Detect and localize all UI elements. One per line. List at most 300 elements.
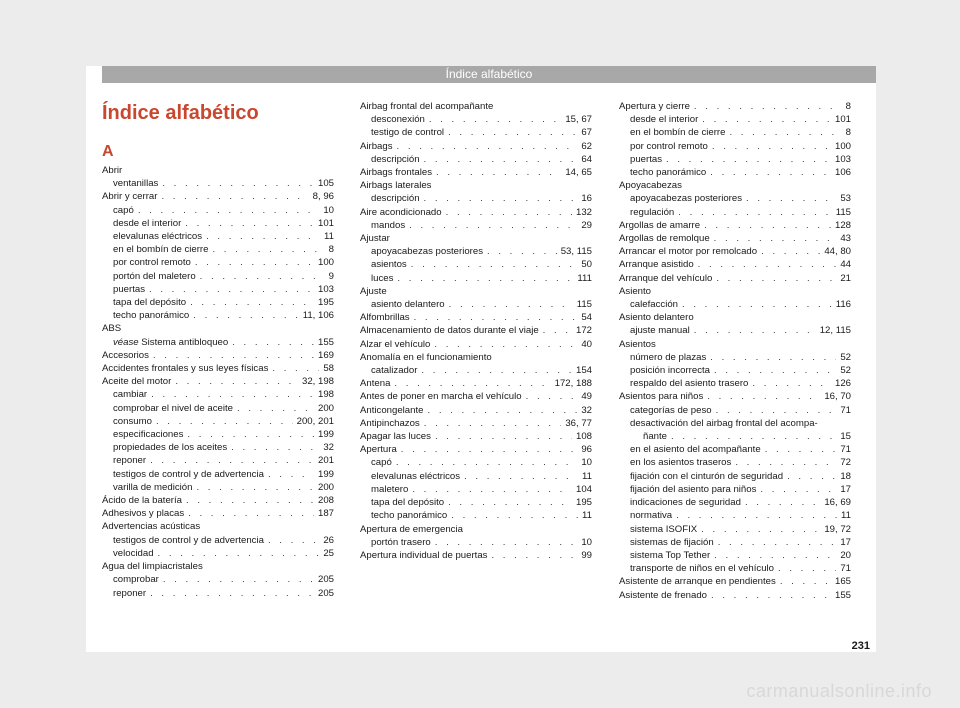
index-entry-pages: 155 [317,336,334,348]
index-entry-pages: 155 [834,589,851,601]
index-entry-label [630,509,672,522]
index-entry [619,523,851,536]
index-entry-text: Asientos [619,338,656,350]
index-entry [102,256,334,269]
index-entry-text: techo panorámico [630,167,707,179]
dot-leader [666,153,831,166]
index-entry-label [371,536,431,549]
index-entry-text: Ajuste [360,285,387,297]
index-entry [360,232,592,245]
page-title: Índice alfabético [102,102,259,124]
dot-leader [435,430,572,443]
index-entry [619,192,851,205]
index-entry-text: en el asiento del acompañante [630,444,761,456]
index-entry-label [630,166,706,179]
index-entry-label [113,441,227,454]
index-entry [360,523,592,536]
index-entry [360,470,592,483]
dot-leader [190,296,314,309]
index-entry-text: comprobar el nivel de aceite [113,402,233,414]
index-entry [102,587,334,600]
dot-leader [464,470,578,483]
index-entry-text: categorías de peso [630,404,712,416]
index-entry-label [619,219,700,232]
index-entry-label [619,272,712,285]
index-entry-pages: 201 [317,455,334,467]
dot-leader [188,507,314,520]
index-entry-label [630,456,731,469]
index-entry-label [371,113,425,126]
index-entry-label [360,549,487,562]
index-entry-label [113,547,154,560]
dot-leader [451,509,578,522]
index-entry-pages: 100 [317,257,334,269]
index-entry-text: portón del maletero [113,270,196,282]
index-entry-text: ñante [643,431,668,443]
dot-leader [671,430,836,443]
index-entry-label [371,126,444,139]
index-entry-pages: 32, 198 [301,376,334,388]
index-entry-text: Apagar las luces [360,431,431,443]
index-entry-text: capó [371,457,392,469]
index-entry-text: Antes de poner en marcha el vehículo [360,391,522,403]
dot-leader [434,338,577,351]
index-entry-text: desde el interior [113,217,182,229]
index-entry [102,375,334,388]
index-entry-label [102,190,157,203]
index-entry-text: reponer [113,455,147,467]
index-entry-label [371,456,392,469]
index-entry-pages: 9 [328,270,334,282]
index-entry-pages: 15 [840,431,851,443]
index-entry-label [630,324,690,337]
index-entry-label [102,164,122,177]
index-entry-text: asientos [371,259,407,271]
index-entry-text: Asiento delantero [619,312,694,324]
index-entry [619,351,851,364]
index-entry-pages: 101 [834,114,851,126]
dot-leader [448,496,572,509]
index-entry-text: comprobar [113,574,159,586]
index-entry-pages: 16, 70 [824,391,851,403]
index-entry-label [113,415,152,428]
index-entry [619,509,851,522]
index-entry [360,153,592,166]
index-entry-text: Airbags laterales [360,180,432,192]
dot-leader [186,494,314,507]
index-entry-text: Anomalía en el funcionamiento [360,351,492,363]
dot-leader [397,272,573,285]
index-entry-text: regulación [630,206,675,218]
index-entry-pages: 62 [581,140,592,152]
index-entry [619,417,851,430]
index-entry [619,430,851,443]
index-entry [102,454,334,467]
index-entry-text: desde el interior [630,114,699,126]
index-entry-pages: 32 [581,404,592,416]
index-entry [360,404,592,417]
index-entry-text: Asiento [619,285,651,297]
index-entry [360,483,592,496]
index-entry-label [360,430,431,443]
index-entry-label [113,468,264,481]
index-entry-label [371,509,447,522]
dot-leader [212,243,324,256]
index-entry [102,468,334,481]
index-entry-label [113,388,147,401]
index-entry-label [113,296,186,309]
index-entry-label [371,153,420,166]
index-entry-label [113,402,233,415]
index-entry-text: elevalunas eléctricos [371,470,461,482]
index-entry-label [113,573,159,586]
index-entry-label [630,364,710,377]
dot-leader [701,523,820,536]
index-entry-label [619,575,776,588]
index-entry [360,192,592,205]
index-entry-text: Accidentes frontales y sus leyes físicas [102,363,269,375]
index-entry [360,509,592,522]
dot-leader [232,336,314,349]
index-entry-pages: 106 [834,167,851,179]
index-entry-pages: 96 [581,444,592,456]
index-entry-text: tapa del depósito [371,497,445,509]
index-entry-pages: 26 [323,534,334,546]
dot-leader [714,549,836,562]
index-entry [102,507,334,520]
index-entry-label [630,377,748,390]
index-entry [102,270,334,283]
index-entry-pages: 19, 72 [824,523,851,535]
index-entry-text: catalizador [371,365,418,377]
running-header: Índice alfabético [102,66,876,83]
dot-leader [161,190,308,203]
dot-leader [421,364,572,377]
index-entry-pages: 52 [840,365,851,377]
index-entry-text: maletero [371,483,409,495]
index-entry-label [360,232,390,245]
index-entry-label [371,364,417,377]
index-entry-pages: 64 [581,153,592,165]
index-entry [619,140,851,153]
index-entry-text: Antipinchazos [360,417,420,429]
index-entry-text: elevalunas eléctricos [113,231,203,243]
index-entry-label [619,285,651,298]
index-entry [619,549,851,562]
index-entry-label [643,430,667,443]
dot-leader [268,468,314,481]
index-entry-text: techo panorámico [371,510,448,522]
index-entry-pages: 103 [834,153,851,165]
index-entry-pages: 20 [840,549,851,561]
index-entry-pages: 200 [317,481,334,493]
index-entry-text: puertas [630,153,662,165]
index-entry-text: Aceite del motor [102,376,172,388]
index-entry-label [360,285,387,298]
index-entry-pages: 11 [582,470,592,482]
index-entry-pages: 105 [317,178,334,190]
dot-leader [676,509,837,522]
index-entry-text: Alfombrillas [360,312,410,324]
index-entry-label [102,494,182,507]
index-entry-text: por control remoto [113,257,191,269]
index-entry-text: Ácido de la batería [102,495,183,507]
index-entry-text: Apertura y cierre [619,101,690,112]
index-entry [360,100,592,113]
dot-leader [711,589,831,602]
index-entry-label [113,336,228,349]
dot-leader [712,140,831,153]
index-entry-pages: 200, 201 [296,415,334,427]
index-entry [619,443,851,456]
index-column-1 [102,142,334,600]
index-entry-label [630,113,698,126]
index-entry-text: Adhesivos y placas [102,508,185,520]
index-entry [360,351,592,364]
index-entry-pages: 53, 115 [560,246,592,258]
index-entry-pages: 16 [581,193,592,205]
index-entry [102,362,334,375]
index-entry-text: Airbags [360,140,393,152]
index-entry-label [630,351,706,364]
index-entry-pages: 10 [581,536,592,548]
index-entry [619,456,851,469]
index-entry-label [113,309,189,322]
index-entry [102,520,334,533]
index-entry-label [630,140,708,153]
index-entry-pages: 43 [840,233,851,245]
index-entry-label [113,481,192,494]
index-entry [102,177,334,190]
index-entry [619,575,851,588]
dot-leader [735,456,836,469]
index-entry-text: desactivación del airbag frontal del acompa- [630,417,818,429]
index-entry-text: velocidad [113,547,154,559]
index-entry-pages: 198 [317,389,334,401]
index-entry [619,153,851,166]
dot-leader [487,245,557,258]
dot-leader [424,417,562,430]
index-entry-label [371,470,460,483]
index-entry-text: Abrir [102,165,123,176]
index-entry-pages: 8, 96 [312,191,334,203]
index-entry [360,140,592,153]
index-entry-text: sistema ISOFIX [630,523,698,535]
index-entry-pages: 205 [317,587,334,599]
index-entry-label [630,126,725,139]
index-entry-pages: 29 [581,219,592,231]
index-entry-text: Aire acondicionado [360,206,442,218]
dot-leader [196,481,314,494]
dot-leader [397,140,578,153]
dot-leader [752,377,831,390]
index-entry [360,549,592,562]
index-entry-pages: 195 [317,297,334,309]
index-entry-label [371,272,393,285]
dot-leader [200,270,325,283]
index-entry-text: Asientos para niños [619,391,704,403]
index-entry-text: sistemas de fijación [630,536,714,548]
index-column-3 [619,100,851,602]
index-entry-pages: 195 [575,497,592,509]
index-entry-pages: 108 [575,431,592,443]
index-entry [102,349,334,362]
index-entry [360,338,592,351]
index-entry-label [371,219,405,232]
index-entry-pages: 67 [581,127,592,139]
index-entry-label [619,589,707,602]
index-entry-label [360,206,442,219]
index-entry-label [619,311,694,324]
index-entry [619,206,851,219]
index-entry [102,388,334,401]
index-entry-text: testigos de control y de advertencia [113,468,264,480]
index-entry-label [113,587,146,600]
index-entry-text: capó [113,204,134,216]
dot-leader [193,309,298,322]
dot-leader [138,204,320,217]
index-entry [619,483,851,496]
index-entry [102,217,334,230]
index-entry-label [619,100,690,113]
index-entry [619,377,851,390]
index-entry-label [371,258,407,271]
dot-leader [268,534,319,547]
index-entry-label [619,258,694,271]
index-entry [619,364,851,377]
index-entry [102,309,334,322]
index-entry [619,113,851,126]
index-entry-pages: 50 [581,259,592,271]
index-entry-pages: 154 [575,365,592,377]
index-entry-text: techo panorámico [113,310,190,322]
index-column-2 [360,100,592,562]
index-entry-text: Arrancar el motor por remolcado [619,246,758,258]
index-entry-label [371,483,408,496]
index-entry-pages: 10 [581,457,592,469]
index-entry-label [113,204,134,217]
index-entry-text: asiento delantero [371,299,445,311]
index-entry-label [630,443,761,456]
index-entry [619,562,851,575]
index-entry [102,560,334,573]
index-entry-label [360,179,431,192]
index-entry-text: Argollas de remolque [619,233,710,245]
dot-leader [156,415,293,428]
index-entry [360,272,592,285]
index-entry-pages: 21 [840,272,851,284]
index-entry [619,166,851,179]
dot-leader [761,245,820,258]
index-entry-pages: 11 [582,510,592,522]
index-entry-label [360,311,410,324]
index-entry-pages: 71 [840,404,851,416]
document-page [86,66,876,652]
index-entry [102,190,334,203]
index-entry-pages: 115 [576,299,592,311]
index-entry-text: portón trasero [371,536,431,548]
index-entry-text: Airbag frontal del acompañante [360,101,494,112]
index-entry-label [619,390,703,403]
dot-leader [435,536,578,549]
index-entry-label [630,496,741,509]
dot-leader [162,177,314,190]
index-entry-pages: 71 [840,444,851,456]
index-entry [102,415,334,428]
dot-leader [778,562,836,575]
index-entry-pages: 115 [835,206,851,218]
dot-leader [446,206,572,219]
index-entry-text: testigo de control [371,127,445,139]
dot-leader [150,587,314,600]
index-entry [360,285,592,298]
index-entry-text: Apoyacabezas [619,180,682,192]
index-entry-text: normativa [630,510,673,522]
index-entry-text: Abrir y cerrar [102,191,158,203]
index-entry-label [619,232,710,245]
dot-leader [409,219,577,232]
index-entry-pages: 128 [834,219,851,231]
index-entry-label [619,179,682,192]
dot-leader [175,375,298,388]
index-entry-text: en los asientos traseros [630,457,732,469]
index-entry-text: puertas [113,283,145,295]
dot-leader [714,232,837,245]
index-entry [360,430,592,443]
index-entry [102,336,334,349]
see-also-prefix: véase [113,336,139,348]
section-letter: A [102,143,114,160]
index-entry-text: especificaciones [113,429,184,441]
dot-leader [231,441,319,454]
index-entry-label [371,496,444,509]
index-entry-pages: 14, 65 [565,167,592,179]
index-entry-pages: 44, 80 [824,246,851,258]
index-entry-label [360,390,522,403]
index-entry [360,377,592,390]
index-entry-pages: 169 [317,349,334,361]
dot-leader [272,362,319,375]
index-entry [619,126,851,139]
index-entry-pages: 199 [317,429,334,441]
index-entry-text: fijación con el cinturón de seguridad [630,470,784,482]
index-entry-text: luces [371,272,394,284]
index-entry [360,126,592,139]
index-entry-pages: 15, 67 [565,114,592,126]
index-entry [619,404,851,417]
index-entry-label [371,298,445,311]
index-entry-text: descripción [371,193,420,205]
index-entry-text: reponer [113,587,147,599]
index-entry [102,230,334,243]
dot-leader [411,258,578,271]
index-entry-text: en el bombín de cierre [113,244,209,256]
index-entry [360,536,592,549]
index-entry-text: en el bombín de cierre [630,127,726,139]
dot-leader [427,404,577,417]
dot-leader [151,388,314,401]
watermark: carmanualsonline.info [746,681,932,701]
index-entry-text: Agua del limpiacristales [102,561,203,573]
index-entry [102,322,334,335]
dot-leader [424,153,578,166]
index-entry-pages: 132 [575,206,592,218]
dot-leader [698,258,837,271]
index-entry [360,456,592,469]
index-entry-pages: 17 [840,536,851,548]
dot-leader [153,349,314,362]
index-entry-pages: 11, 106 [302,310,334,322]
